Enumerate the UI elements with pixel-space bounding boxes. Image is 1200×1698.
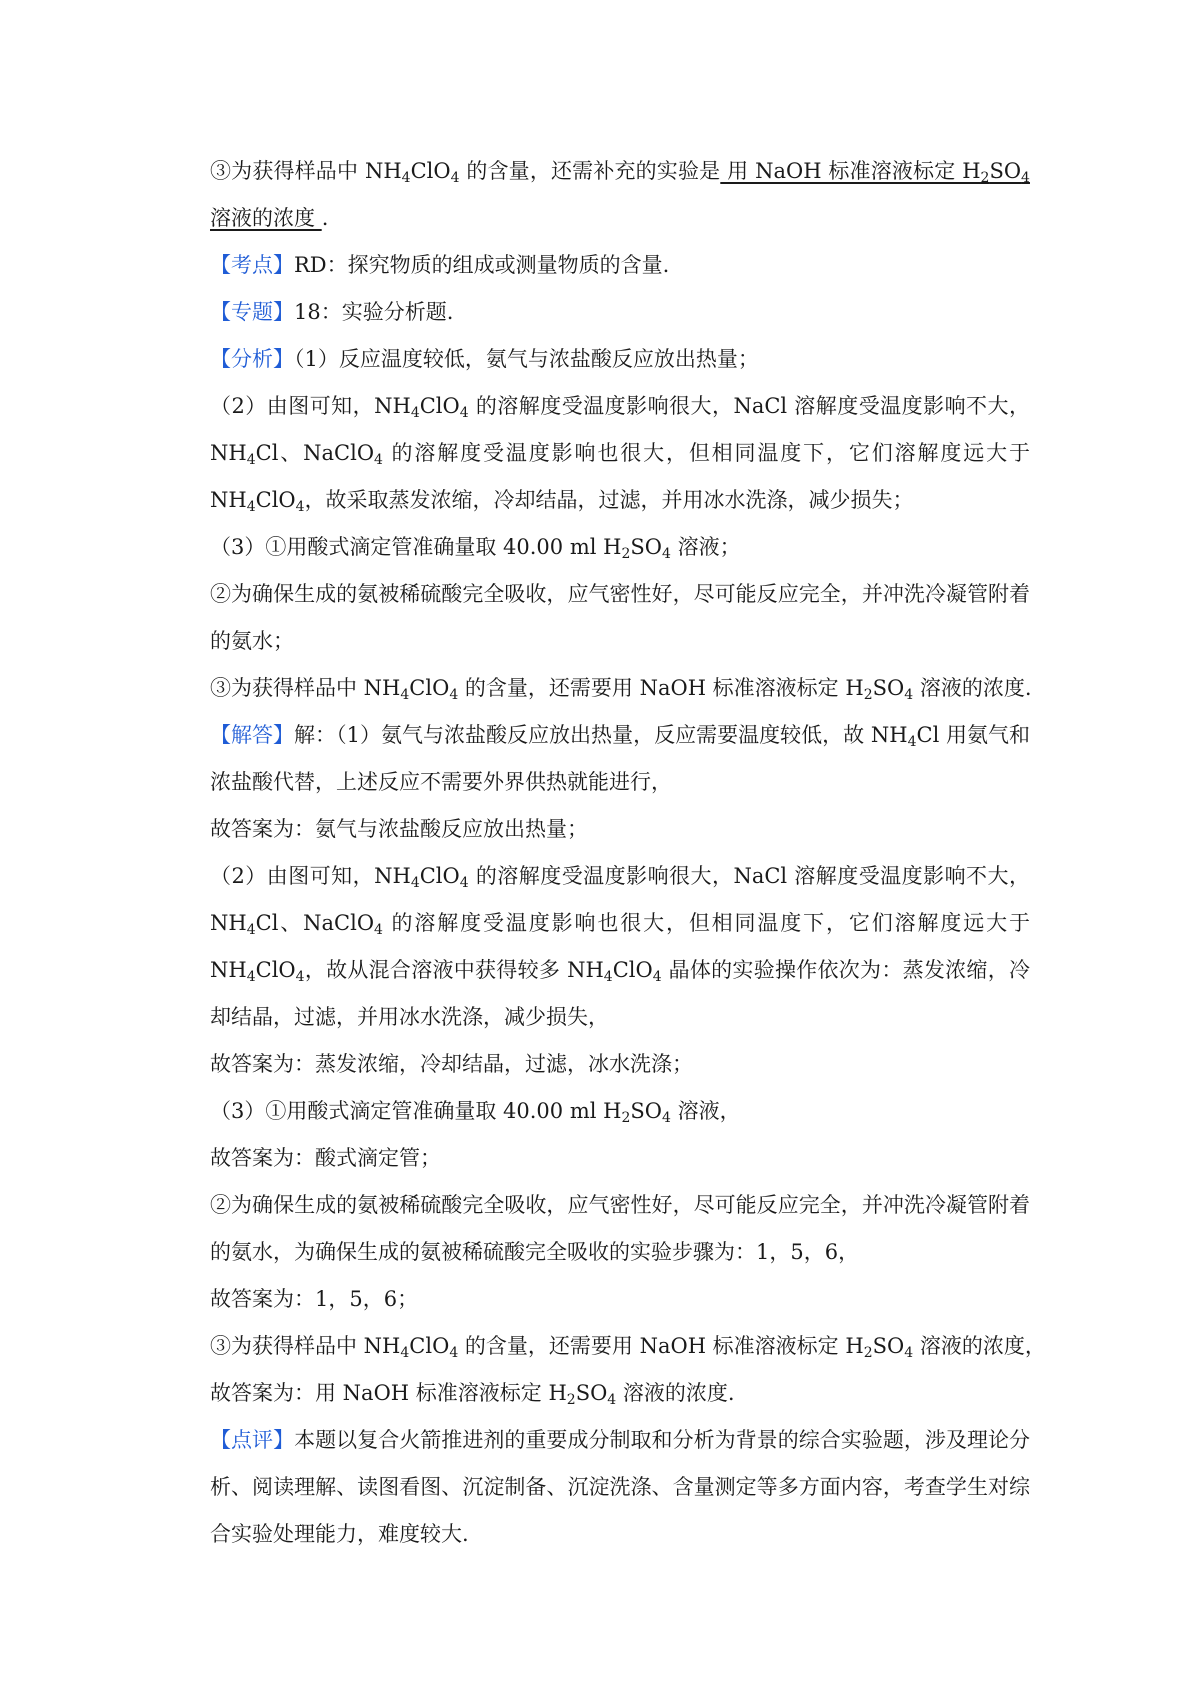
jieda-1: 【解答】解：（1）氨气与浓盐酸反应放出热量，反应需要温度较低，故 $NH_4Cl$ 用氨气和浓盐酸代替，上述反应不需要外界供热就能进行， bbox=[210, 723, 1030, 794]
fenxi-3: （3）①用酸式滴定管准确量取 40.00 ml $H_2SO_4$ 溶液； bbox=[210, 535, 741, 562]
tag-fenxi: 【分析】 bbox=[210, 347, 294, 371]
zhuanti: 【专题】18：实验分析题. bbox=[210, 300, 454, 324]
tag-kaodian: 【考点】 bbox=[210, 253, 294, 277]
fenxi-1: 【分析】（1）反应温度较低，氨气与浓盐酸反应放出热量； bbox=[210, 347, 759, 371]
answer-4: 故答案为：1，5，6； bbox=[210, 1287, 419, 1311]
answer-1: 故答案为：氨气与浓盐酸反应放出热量； bbox=[210, 817, 588, 841]
answer-3: 故答案为：酸式滴定管； bbox=[210, 1146, 441, 1170]
fenxi-4: ②为确保生成的氨被稀硫酸完全吸收，应气密性好，尽可能反应完全，并冲洗冷凝管附着的氨水； bbox=[210, 582, 1030, 653]
fenxi-5: ③为获得样品中 $NH_4ClO_4$ 的含量，还需要用 NaOH 标准溶液标定 $H_2SO_4$ 溶液的浓度. bbox=[210, 676, 1032, 703]
dianping: 【点评】本题以复合火箭推进剂的重要成分制取和分析为背景的综合实验题，涉及理论分析、阅读理解、读图看图、沉淀制备、沉淀洗涤、含量测定等多方面内容，考查学生对综合实验处理能力，难度较大. bbox=[210, 1428, 1031, 1546]
answer-5: 故答案为：用 NaOH 标准溶液标定 $H_2SO_4$ 溶液的浓度. bbox=[210, 1381, 735, 1408]
fenxi-2: （2）由图可知，$NH_4ClO_4$ 的溶解度受温度影响很大，NaCl 溶解度受温度影响不大，$NH_4Cl$、NaClO$_4$ 的溶解度受温度影响也很大，但相同温度下，它们溶解度远大于 $NH_4ClO_4$，故采取蒸发浓缩，冷却结晶，过滤，并用冰水洗涤，减少损失； bbox=[210, 394, 1030, 515]
kaodian: 【考点】RD：探究物质的组成或测量物质的含量. bbox=[210, 253, 670, 277]
answer-underlined: 用 NaOH 标准溶液标定 $H_2SO_4$溶液的浓度 bbox=[210, 159, 1030, 230]
jieda-3: （3）①用酸式滴定管准确量取 40.00 ml $H_2SO_4$ 溶液， bbox=[210, 1099, 741, 1126]
tag-zhuanti: 【专题】 bbox=[210, 300, 294, 324]
jieda-4: ②为确保生成的氨被稀硫酸完全吸收，应气密性好，尽可能反应完全，并冲洗冷凝管附着的氨水，为确保生成的氨被稀硫酸完全吸收的实验步骤为：1，5，6， bbox=[210, 1193, 1030, 1264]
answer-2: 故答案为：蒸发浓缩，冷却结晶，过滤，冰水洗涤； bbox=[210, 1052, 693, 1076]
tag-dianping: 【点评】 bbox=[210, 1428, 295, 1452]
jieda-5: ③为获得样品中 $NH_4ClO_4$ 的含量，还需要用 NaOH 标准溶液标定 $H_2SO_4$ 溶液的浓度， bbox=[210, 1334, 1046, 1361]
tag-jieda: 【解答】 bbox=[210, 723, 295, 747]
question-line-3: ③为获得样品中 $NH_4ClO_4$ 的含量，还需补充的实验是 用 NaOH 标准溶液标定 $H_2SO_4$溶液的浓度 . bbox=[210, 159, 1030, 230]
document-page bbox=[210, 148, 1046, 1558]
jieda-2: （2）由图可知，$NH_4ClO_4$ 的溶解度受温度影响很大，NaCl 溶解度受温度影响不大，$NH_4Cl$、NaClO$_4$ 的溶解度受温度影响也很大，但相同温度下，它们溶解度远大于 $NH_4ClO_4$，故从混合溶液中获得较多 $NH_4ClO_4$ 晶体的实验操作依次为：蒸发浓缩，冷却结晶，过滤，并用冰水洗涤，减少损失， bbox=[210, 864, 1030, 1029]
